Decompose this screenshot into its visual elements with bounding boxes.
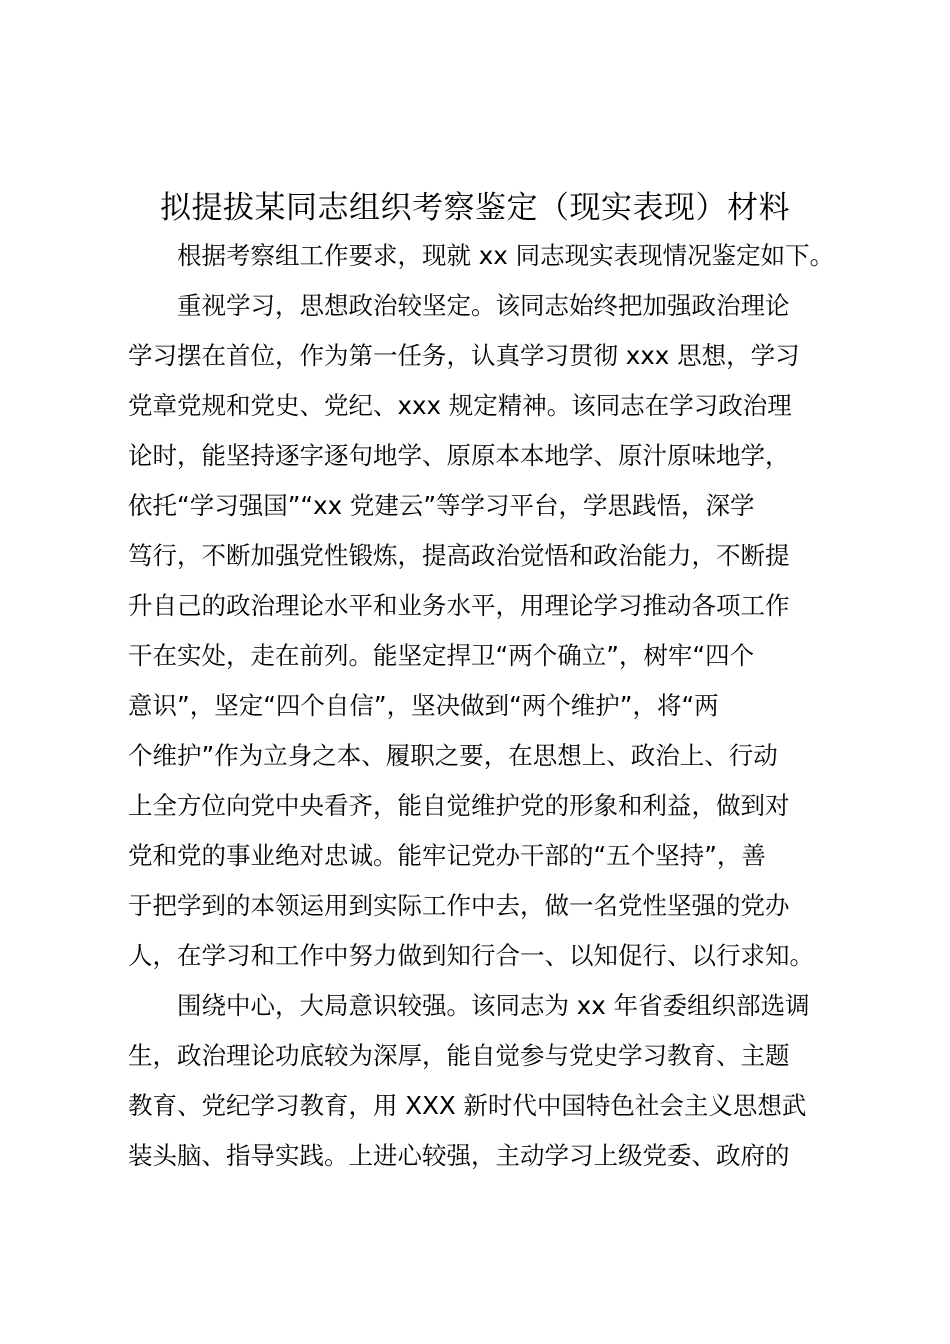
paragraph-line: 重视学习，思想政治较坚定。该同志始终把加强政治理论 [177, 291, 790, 320]
paragraph-line: 教育、党纪学习教育，用 XXX 新时代中国特色社会主义思想武 [128, 1091, 807, 1120]
paragraph-line: 人，在学习和工作中努力做到知行合一、以知促行、以行求知。 [128, 941, 814, 970]
paragraph-line: 上全方位向党中央看齐，能自觉维护党的形象和利益，做到对 [128, 791, 790, 820]
paragraph-line: 党和党的事业绝对忠诚。能牢记党办干部的“五个坚持”，善 [128, 841, 766, 870]
paragraph-line: 意识”，坚定“四个自信”，坚决做到“两个维护”，将“两 [128, 691, 719, 720]
paragraph-line: 生，政治理论功底较为深厚，能自觉参与党史学习教育、主题 [128, 1041, 790, 1070]
paragraph-line: 装头脑、指导实践。上进心较强，主动学习上级党委、政府的 [128, 1141, 790, 1170]
paragraph-line: 论时，能坚持逐字逐句地学、原原本本地学、原汁原味地学， [128, 441, 790, 470]
paragraph-line: 升自己的政治理论水平和业务水平，用理论学习推动各项工作 [128, 591, 790, 620]
intro-line: 根据考察组工作要求，现就 xx 同志现实表现情况鉴定如下。 [177, 241, 835, 270]
paragraph-line: 学习摆在首位，作为第一任务，认真学习贯彻 xxx 思想，学习 [128, 341, 800, 370]
paragraph-line: 笃行，不断加强党性锻炼，提高政治觉悟和政治能力，不断提 [128, 541, 790, 570]
paragraph-line: 干在实处，走在前列。能坚定捍卫“两个确立”，树牢“四个 [128, 641, 755, 670]
paragraph-line: 个维护”作为立身之本、履职之要，在思想上、政治上、行动 [128, 741, 778, 770]
paragraph-line: 党章党规和党史、党纪、xxx 规定精神。该同志在学习政治理 [128, 391, 792, 420]
document-title: 拟提拔某同志组织考察鉴定（现实表现）材料 [160, 190, 790, 226]
paragraph-line: 围绕中心，大局意识较强。该同志为 xx 年省委组织部选调 [177, 991, 810, 1020]
paragraph-line: 依托“学习强国”“xx 党建云”等学习平台，学思践悟，深学 [128, 491, 755, 520]
paragraph-line: 于把学到的本领运用到实际工作中去，做一名党性坚强的党办 [128, 891, 790, 920]
